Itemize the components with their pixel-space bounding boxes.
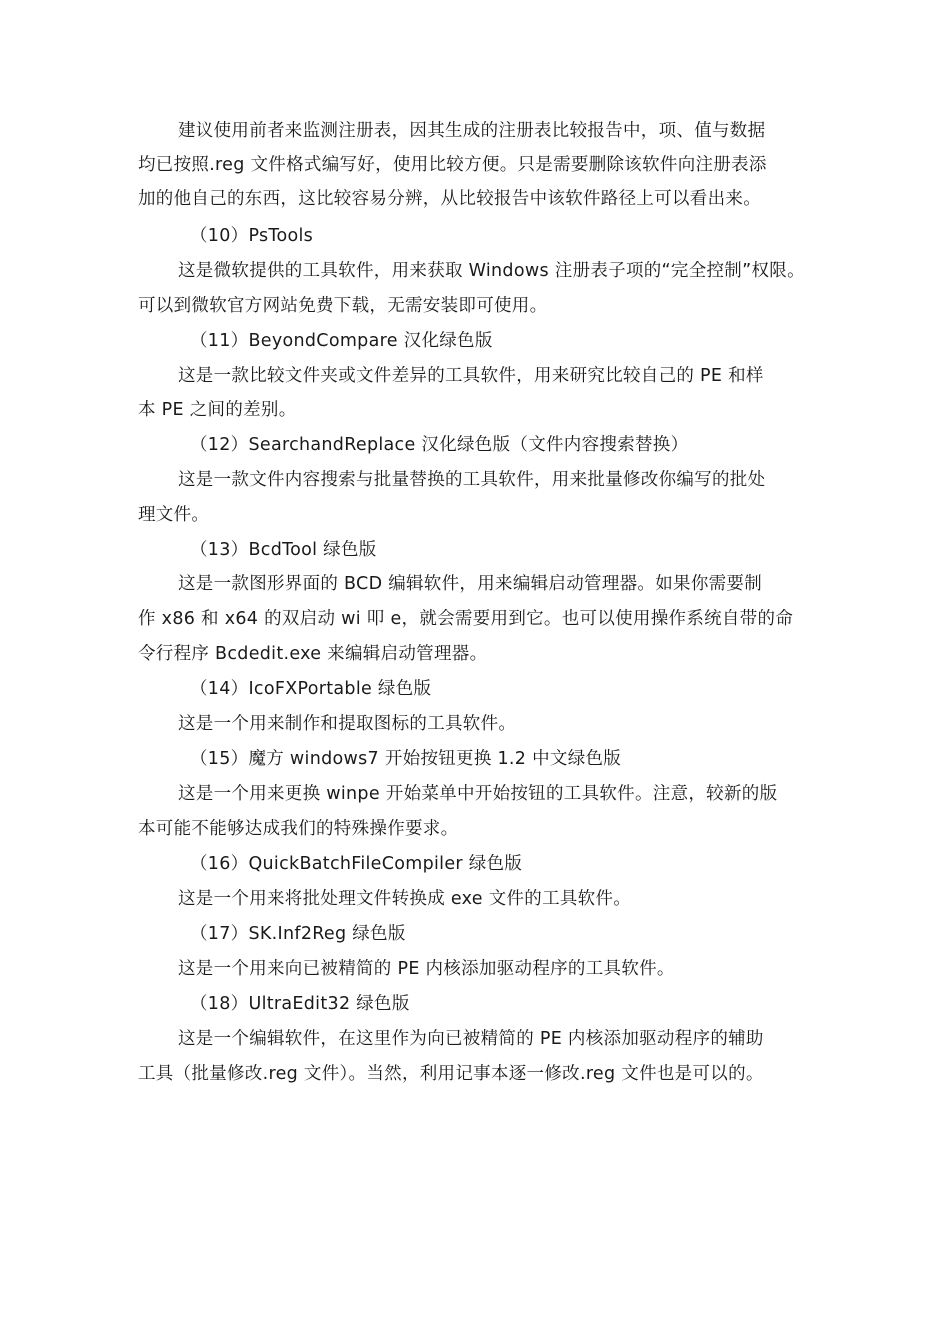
paragraph-line: 作 x86 和 x64 的双启动 wi 叩 e，就会需要用到它。也可以使用操作系统自带的命 xyxy=(138,609,794,629)
paragraph-line: 均已按照.reg 文件格式编写好，使用比较方便。只是需要删除该软件向注册表添 xyxy=(138,155,767,175)
section-heading: （16）QuickBatchFileCompiler 绿色版 xyxy=(190,854,523,874)
paragraph-line: 本可能不能够达成我们的特殊操作要求。 xyxy=(138,819,459,839)
paragraph-line: 这是一个用来将批处理文件转换成 exe 文件的工具软件。 xyxy=(178,889,632,909)
paragraph-line: 这是一款比较文件夹或文件差异的工具软件，用来研究比较自己的 PE 和样 xyxy=(178,366,764,386)
section-heading: （11）BeyondCompare 汉化绿色版 xyxy=(190,331,493,351)
paragraph-line: 工具（批量修改.reg 文件）。当然，利用记事本逐一修改.reg 文件也是可以的。 xyxy=(138,1064,764,1084)
paragraph-line: 加的他自己的东西，这比较容易分辨，从比较报告中该软件路径上可以看出来。 xyxy=(138,189,761,209)
section-heading: （18）UltraEdit32 绿色版 xyxy=(190,994,410,1014)
paragraph-line: 可以到微软官方网站免费下载，无需安装即可使用。 xyxy=(138,296,548,316)
section-heading: （12）SearchandReplace 汉化绿色版（文件内容搜索替换） xyxy=(190,435,689,455)
section-heading: （17）SK.Inf2Reg 绿色版 xyxy=(190,924,406,944)
paragraph-line: 这是一个用来制作和提取图标的工具软件。 xyxy=(178,714,517,734)
paragraph-line: 本 PE 之间的差别。 xyxy=(138,400,297,420)
paragraph-line: 理文件。 xyxy=(138,505,210,525)
paragraph-line: 这是微软提供的工具软件，用来获取 Windows 注册表子项的“完全控制”权限。 xyxy=(178,261,805,281)
paragraph-line: 这是一个编辑软件，在这里作为向已被精简的 PE 内核添加驱动程序的辅助 xyxy=(178,1029,764,1049)
section-heading: （10）PsTools xyxy=(190,226,314,246)
paragraph-line: 令行程序 Bcdedit.exe 来编辑启动管理器。 xyxy=(138,644,488,664)
paragraph-line: 这是一个用来向已被精简的 PE 内核添加驱动程序的工具软件。 xyxy=(178,959,675,979)
section-heading: （15）魔方 windows7 开始按钮更换 1.2 中文绿色版 xyxy=(190,749,622,769)
paragraph-line: 这是一个用来更换 winpe 开始菜单中开始按钮的工具软件。注意，较新的版 xyxy=(178,784,778,804)
section-heading: （14）IcoFXPortable 绿色版 xyxy=(190,679,432,699)
section-heading: （13）BcdTool 绿色版 xyxy=(190,540,377,560)
paragraph-line: 这是一款文件内容搜索与批量替换的工具软件，用来批量修改你编写的批处 xyxy=(178,470,766,490)
paragraph-line: 这是一款图形界面的 BCD 编辑软件，用来编辑启动管理器。如果你需要制 xyxy=(178,574,763,594)
paragraph-line: 建议使用前者来监测注册表，因其生成的注册表比较报告中，项、值与数据 xyxy=(178,121,766,141)
